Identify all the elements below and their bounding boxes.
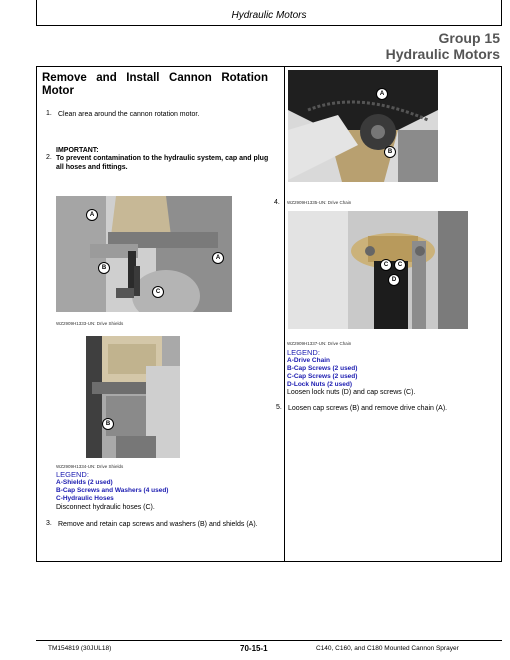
callout-d: D: [388, 274, 400, 286]
step-5-text: Loosen cap screws (B) and remove drive chain (A).: [288, 405, 448, 412]
figure-5-caption: WZ2909H1337-UN: Drive Chain: [287, 341, 352, 346]
step-4-text: Loosen lock nuts (D) and cap screws (C).: [287, 389, 416, 396]
callout-b: B: [384, 146, 396, 158]
callout-a-1: A: [86, 209, 98, 221]
figure-drive-shields-1: [56, 196, 232, 312]
step-1-text: Clean area around the cannon rotation motor.: [58, 111, 200, 118]
group-number: Group 15: [438, 30, 500, 46]
legend-right-item-c: C-Cap Screws (2 used): [287, 373, 358, 380]
step-4-number: 4.: [274, 199, 280, 206]
callout-a: A: [376, 88, 388, 100]
legend-right-label: LEGEND:: [287, 348, 320, 357]
legend-right-item-a: A-Drive Chain: [287, 357, 330, 364]
legend-left-item-c: C-Hydraulic Hoses: [56, 495, 114, 502]
running-head: Hydraulic Motors: [231, 10, 307, 21]
legend-left-item-a: A-Shields (2 used): [56, 479, 113, 486]
group-title: Hydraulic Motors: [385, 46, 500, 62]
header-frame: [36, 0, 502, 26]
figure-2-caption: WZ2909H1334-UN: Drive Shields: [56, 464, 124, 469]
step-1-number: 1.: [46, 110, 52, 117]
footer-page-number: 70-15-1: [240, 644, 268, 653]
callout-c: C: [152, 286, 164, 298]
section-title: Remove and Install Cannon Rotation Motor: [42, 72, 268, 97]
legend-right-item-d: D-Lock Nuts (2 used): [287, 381, 353, 388]
footer-rule: [36, 640, 502, 641]
step-2-number: 2.: [46, 154, 52, 161]
step-3-number: 3.: [46, 520, 52, 527]
callout-a-2: A: [212, 252, 224, 264]
legend-right-item-b: B-Cap Screws (2 used): [287, 365, 358, 372]
callout-b: B: [98, 262, 110, 274]
figure-4-caption: WZ2909H1335-UN: Drive Chain: [287, 200, 352, 205]
legend-left-item-b: B-Cap Screws and Washers (4 used): [56, 487, 169, 494]
step-3-text: Remove and retain cap screws and washers (B) and shields (A).: [58, 521, 258, 528]
callout-b: B: [102, 418, 114, 430]
callout-c-1: C: [380, 259, 392, 271]
figure-drive-chain-top: [288, 70, 438, 182]
footer-doc-id: TM154819 (30JUL18): [48, 645, 112, 652]
figure-1-caption: WZ2909H1333-UN: Drive Shields: [56, 321, 124, 326]
legend-left-label: LEGEND:: [56, 470, 89, 479]
disconnect-hoses-text: Disconnect hydraulic hoses (C).: [56, 504, 155, 511]
step-2-text: To prevent contamination to the hydraulic system, cap and plug all hoses and fittings.: [56, 155, 269, 171]
footer-product: C140, C160, and C180 Mounted Cannon Sprayer: [316, 645, 459, 652]
callout-c-2: C: [394, 259, 406, 271]
column-divider: [284, 66, 285, 562]
figure-drive-shields-2: [86, 336, 180, 458]
important-label: IMPORTANT:: [56, 147, 99, 154]
step-5-number: 5.: [276, 404, 282, 411]
figure-drive-chain: [288, 211, 468, 329]
